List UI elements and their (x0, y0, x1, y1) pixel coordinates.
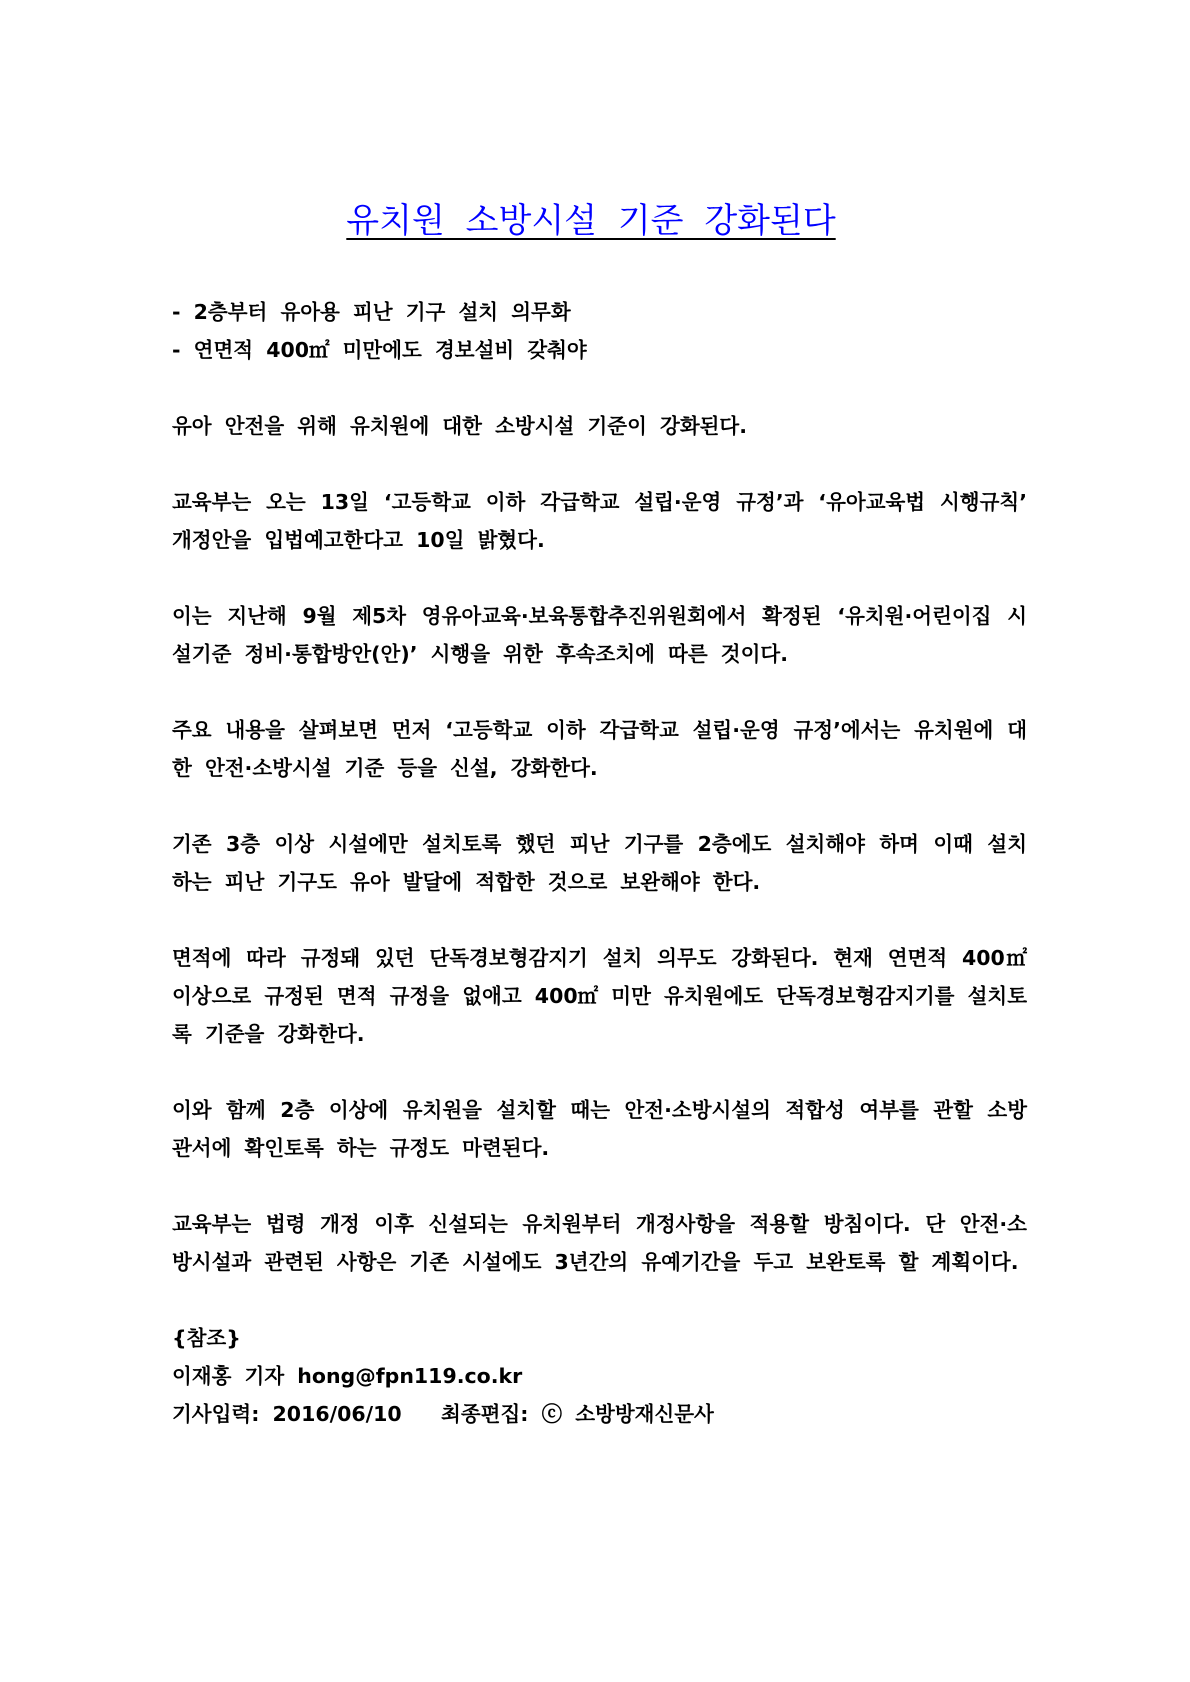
paragraph-7: 이와 함께 2층 이상에 유치원을 설치할 때는 안전·소방시설의 적합성 여부를 관할 소방관서에 확인토록 하는 규정도 마련된다. (172, 1098, 1027, 1160)
article-title-text: 유치원 소방시설 기준 강화된다 (346, 201, 836, 241)
reference-block (172, 1319, 1027, 1433)
subtitle-2: - 연면적 400㎡ 미만에도 경보설비 갖춰야 (172, 338, 587, 362)
paragraph-8: 교육부는 법령 개정 이후 신설되는 유치원부터 개정사항을 적용할 방침이다. 단 안전·소방시설과 관련된 사항은 기존 시설에도 3년간의 유예기간을 두고 보완토록 할 계획이다. (172, 1212, 1027, 1274)
paragraph-6: 면적에 따라 규정돼 있던 단독경보형감지기 설치 의무도 강화된다. 현재 연면적 400㎡ 이상으로 규정된 면적 규정을 없애고 400㎡ 미만 유치원에도 단독경보형감지기를 설치토록 기준을 강화한다. (172, 946, 1027, 1046)
article-title (0, 196, 1190, 246)
article-dateline: 기사입력: 2016/06/10 최종편집: ⓒ 소방방재신문사 (172, 1402, 714, 1426)
subtitle-1: - 2층부터 유아용 피난 기구 설치 의무화 (172, 300, 571, 324)
paragraph-5: 기존 3층 이상 시설에만 설치토록 했던 피난 기구를 2층에도 설치해야 하며 이때 설치하는 피난 기구도 유아 발달에 적합한 것으로 보완해야 한다. (172, 832, 1027, 894)
article-body (172, 293, 1027, 1433)
paragraph-3: 이는 지난해 9월 제5차 영유아교육·보육통합추진위원회에서 확정된 ‘유치원·어린이집 시설기준 정비·통합방안(안)’ 시행을 위한 후속조치에 따른 것이다. (172, 604, 1027, 666)
reporter-byline: 이재홍 기자 hong@fpn119.co.kr (172, 1364, 523, 1388)
paragraph-4: 주요 내용을 살펴보면 먼저 ‘고등학교 이하 각급학교 설립·운영 규정’에서는 유치원에 대한 안전·소방시설 기준 등을 신설, 강화한다. (172, 718, 1027, 780)
subtitle-list (172, 293, 1027, 369)
paragraph-1: 유아 안전을 위해 유치원에 대한 소방시설 기준이 강화된다. (172, 414, 748, 438)
paragraph-2: 교육부는 오는 13일 ‘고등학교 이하 각급학교 설립·운영 규정’과 ‘유아교육법 시행규칙’ 개정안을 입법예고한다고 10일 밝혔다. (172, 490, 1027, 552)
reference-heading: {참조} (172, 1326, 241, 1350)
